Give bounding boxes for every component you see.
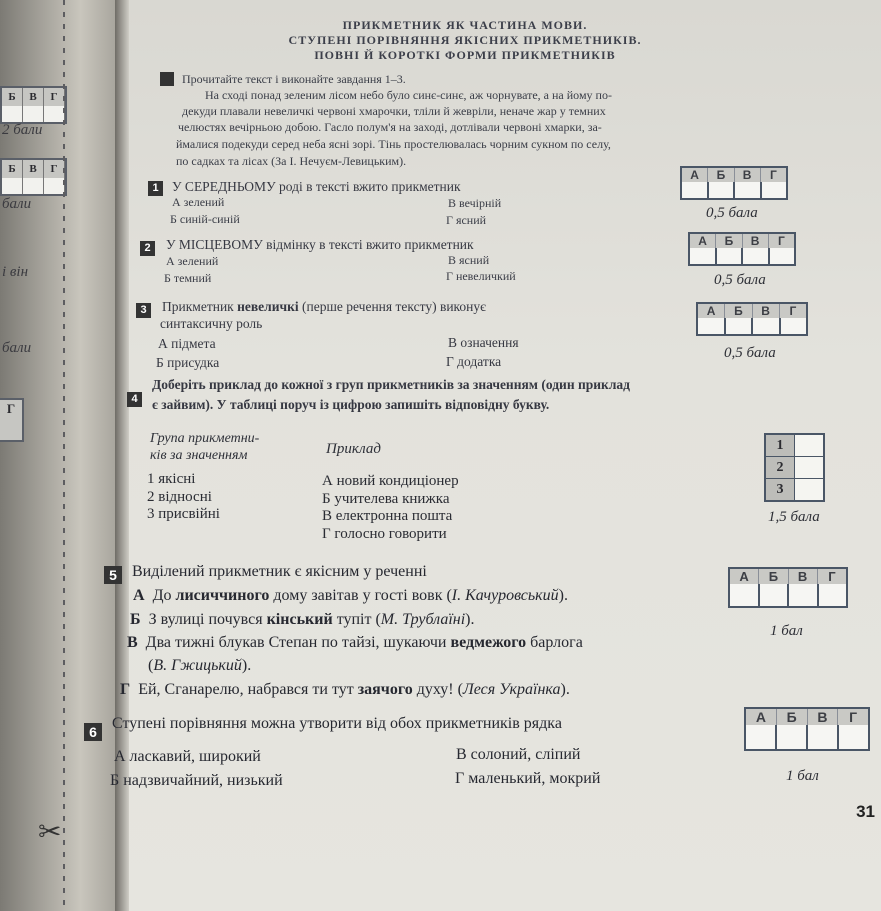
option-text: дому завітав у гості вовк ( bbox=[269, 587, 452, 604]
option-text: ). bbox=[558, 587, 568, 604]
task-score: 1 бал bbox=[786, 768, 819, 784]
answer-option-continued: (В. Гжицький). bbox=[148, 657, 252, 674]
answer-cell[interactable] bbox=[762, 182, 787, 198]
answer-cell[interactable] bbox=[839, 725, 868, 749]
answer-grid bbox=[728, 567, 848, 608]
task-score: 0,5 бала bbox=[724, 345, 776, 361]
margin-letter: Г bbox=[44, 160, 65, 178]
answer-option: Г ясний bbox=[446, 213, 487, 227]
group-item: 2 відносні bbox=[147, 488, 212, 505]
answer-cell[interactable] bbox=[730, 584, 760, 606]
answer-option: Б темний bbox=[164, 271, 212, 285]
margin-score: 2 бали bbox=[2, 122, 43, 138]
answer-option: А зелений bbox=[166, 254, 219, 268]
answer-option: В солоний, сліпий bbox=[456, 746, 581, 763]
task-question-continued: є зайвим). У таблиці поруч із цифрою запишіть відповідну букву. bbox=[152, 397, 550, 412]
option-text: ). bbox=[560, 681, 570, 698]
task-number: 6 bbox=[84, 723, 102, 741]
option-author: В. Гжицький bbox=[153, 657, 242, 674]
header-line: ПРИКМЕТНИК ЯК ЧАСТИНА МОВИ. bbox=[342, 18, 588, 32]
option-author: І. Качуровський bbox=[451, 587, 559, 604]
answer-option: Г маленький, мокрий bbox=[455, 770, 601, 787]
answer-cell[interactable] bbox=[795, 479, 823, 500]
task-question: Виділений прикметник є якісним у реченні bbox=[132, 563, 427, 580]
answer-cell[interactable] bbox=[795, 457, 823, 478]
answer-option: Б присудка bbox=[156, 355, 220, 370]
answer-cell[interactable] bbox=[726, 318, 754, 334]
previous-page-strip bbox=[0, 0, 115, 911]
answer-cell[interactable] bbox=[760, 584, 790, 606]
answer-cell[interactable] bbox=[743, 248, 770, 264]
task-question: Доберіть приклад до кожної з груп прикметників за значенням (один приклад bbox=[152, 377, 630, 392]
margin-letter: Г bbox=[6, 401, 16, 416]
answer-cell[interactable] bbox=[735, 182, 762, 198]
task-number: 3 bbox=[136, 303, 151, 318]
margin-answer-box bbox=[0, 398, 24, 442]
answer-cell[interactable] bbox=[808, 725, 839, 749]
grid-letter: В bbox=[735, 168, 761, 182]
answer-cell[interactable] bbox=[777, 725, 808, 749]
answer-cell[interactable] bbox=[682, 182, 709, 198]
option-text: До bbox=[152, 587, 176, 604]
grid-letter: Б bbox=[759, 569, 788, 584]
cut-line bbox=[63, 0, 65, 911]
text-line: декуди плавали невеличкі червоні хмарочки, тліли й жевріли, неначе жар у темних bbox=[182, 104, 606, 118]
text-line: по садках та лісах (За І. Нечуєм-Левицьким). bbox=[176, 154, 407, 168]
grid-letter: Б bbox=[777, 709, 808, 725]
task-score: 0,5 бала bbox=[714, 272, 766, 288]
grid-row-label: 1 bbox=[766, 435, 795, 456]
answer-option bbox=[127, 634, 583, 652]
text-line: челюстях вечірньою добою. Гасло полум'я на заході, дотлівали червоні хмарки, за- bbox=[178, 120, 602, 134]
option-highlight: ведмежого bbox=[450, 634, 527, 651]
matching-grid bbox=[764, 433, 825, 502]
margin-letter: В bbox=[23, 160, 44, 178]
option-letter: Г bbox=[120, 681, 131, 698]
grid-letter: Г bbox=[789, 304, 797, 318]
group-item: 3 присвійні bbox=[147, 506, 220, 522]
task-score: 1,5 бала bbox=[768, 509, 820, 525]
task-question: У МІСЦЕВОМУ відмінку в тексті вжито прикметник bbox=[166, 237, 474, 252]
grid-letter: А bbox=[746, 709, 777, 725]
answer-grid bbox=[744, 707, 870, 751]
grid-letter: В bbox=[743, 234, 769, 248]
header-text: ків за значенням bbox=[150, 448, 248, 463]
header-text: Група прикметни- bbox=[150, 431, 260, 446]
example-list bbox=[322, 473, 459, 543]
option-highlight: лисиччиного bbox=[175, 587, 270, 604]
page-header bbox=[230, 18, 700, 63]
answer-option: В вечірній bbox=[448, 196, 502, 210]
answer-option: А ласкавий, широкий bbox=[114, 748, 261, 765]
margin-text-fragment: і він bbox=[2, 264, 29, 280]
option-text: духу! ( bbox=[412, 681, 463, 698]
answer-cell[interactable] bbox=[717, 248, 744, 264]
question-text: (перше речення тексту) виконує bbox=[298, 299, 486, 314]
answer-option: В ясний bbox=[448, 253, 490, 267]
answer-option: Б синій-синій bbox=[170, 212, 240, 226]
option-letter: Б bbox=[130, 611, 141, 628]
grid-letter: В bbox=[808, 709, 839, 725]
answer-cell[interactable] bbox=[795, 435, 823, 456]
answer-option: В означення bbox=[448, 335, 519, 350]
scissors-icon: ✂ bbox=[38, 817, 62, 848]
margin-letter: Б bbox=[2, 160, 23, 178]
task-score: 1 бал bbox=[770, 623, 803, 639]
option-text: ). bbox=[465, 611, 475, 628]
answer-cell[interactable] bbox=[709, 182, 736, 198]
margin-answer-cells bbox=[0, 178, 67, 196]
grid-letter: Г bbox=[769, 168, 777, 182]
example-item: Г голосно говорити bbox=[322, 525, 447, 542]
question-highlight: невеличкі bbox=[237, 299, 299, 314]
group-list bbox=[147, 471, 220, 524]
answer-option bbox=[120, 681, 570, 699]
answer-cell[interactable] bbox=[690, 248, 717, 264]
header-line: СТУПЕНІ ПОРІВНЯННЯ ЯКІСНИХ ПРИКМЕТНИКІВ. bbox=[288, 33, 642, 47]
grid-letter: А bbox=[682, 168, 708, 182]
task-number: 1 bbox=[148, 181, 163, 196]
margin-score: бали bbox=[2, 196, 32, 212]
margin-letter: В bbox=[23, 88, 44, 106]
option-author: М. Трублаїні bbox=[380, 611, 466, 628]
option-text: Ей, Сганарелю, набрався ти тут bbox=[138, 681, 358, 698]
answer-cell[interactable] bbox=[753, 318, 781, 334]
instruction: Прочитайте текст і виконайте завдання 1–3. bbox=[182, 72, 406, 86]
grid-letter: Г bbox=[849, 709, 858, 725]
example-item: А новий кондиціонер bbox=[322, 473, 459, 489]
page-number: 31 bbox=[856, 802, 875, 821]
task-score: 0,5 бала bbox=[706, 205, 758, 221]
answer-option: А підмета bbox=[158, 336, 216, 351]
answer-cell[interactable] bbox=[789, 584, 819, 606]
grid-letter: Г bbox=[828, 569, 836, 584]
group-column-header bbox=[150, 430, 259, 464]
option-highlight: кінський bbox=[266, 611, 333, 628]
text-line: На сході понад зеленим лісом небо було синє-синє, аж чорнувате, а на йому по- bbox=[205, 88, 612, 102]
answer-option: А зелений bbox=[172, 195, 225, 209]
grid-row-label: 3 bbox=[766, 479, 795, 500]
option-highlight: заячого bbox=[357, 681, 413, 698]
task-number: 4 bbox=[127, 392, 142, 407]
answer-option: Г невеличкий bbox=[446, 269, 516, 283]
grid-letter: В bbox=[753, 304, 780, 318]
grid-letter: Б bbox=[708, 168, 734, 182]
option-text: барлога bbox=[526, 634, 583, 651]
question-text: Прикметник bbox=[162, 299, 238, 314]
grid-letter: В bbox=[789, 569, 818, 584]
text-line: ймалися подекуди серед неба ясні зорі. Тінь простелювалась чорним сукном по селу, bbox=[176, 137, 611, 151]
instruction-marker-icon bbox=[160, 72, 174, 86]
option-letter: В bbox=[127, 634, 138, 651]
option-text: тупіт ( bbox=[332, 611, 381, 628]
margin-answer-header bbox=[0, 86, 67, 108]
grid-letter: А bbox=[690, 234, 716, 248]
margin-letter: Б bbox=[2, 88, 23, 106]
task-number: 2 bbox=[140, 241, 155, 256]
option-author: Леся Українка bbox=[462, 681, 561, 698]
option-letter: А bbox=[133, 587, 145, 604]
example-item: В електронна пошта bbox=[322, 508, 453, 524]
header-line: ПОВНІ Й КОРОТКІ ФОРМИ ПРИКМЕТНИКІВ bbox=[314, 48, 616, 62]
task-question: У СЕРЕДНЬОМУ роді в тексті вжито прикметник bbox=[172, 179, 461, 194]
answer-cell[interactable] bbox=[746, 725, 777, 749]
answer-option bbox=[133, 587, 568, 605]
answer-option bbox=[130, 611, 475, 629]
answer-cell[interactable] bbox=[781, 318, 807, 334]
grid-letter: Б bbox=[725, 304, 752, 318]
answer-grid bbox=[696, 302, 808, 336]
margin-letter: Г bbox=[44, 88, 65, 106]
grid-letter: Б bbox=[716, 234, 742, 248]
option-text: Два тижні блукав Степан по тайзі, шукаючи bbox=[145, 634, 451, 651]
answer-option: Г додатка bbox=[446, 354, 502, 369]
task-number: 5 bbox=[104, 566, 122, 584]
margin-answer-header bbox=[0, 158, 67, 180]
answer-option: Б надзвичайний, низький bbox=[110, 772, 283, 789]
example-item: Б учителева книжка bbox=[322, 490, 450, 507]
grid-letter: Г bbox=[777, 234, 785, 248]
task-question: Ступені порівняння можна утворити від обох прикметників рядка bbox=[112, 715, 562, 732]
answer-cell[interactable] bbox=[698, 318, 726, 334]
task-question bbox=[162, 299, 486, 315]
margin-score: бали bbox=[2, 340, 32, 356]
task-question-continued: синтаксичну роль bbox=[160, 316, 263, 331]
answer-grid bbox=[680, 166, 788, 200]
grid-letter: А bbox=[698, 304, 725, 318]
grid-row-label: 2 bbox=[766, 457, 795, 478]
answer-cell[interactable] bbox=[770, 248, 795, 264]
group-item: 1 якісні bbox=[147, 471, 196, 487]
example-column-header: Приклад bbox=[326, 441, 381, 457]
answer-grid bbox=[688, 232, 796, 266]
grid-letter: А bbox=[730, 569, 759, 584]
answer-cell[interactable] bbox=[819, 584, 847, 606]
option-text: З вулиці почувся bbox=[148, 611, 267, 628]
